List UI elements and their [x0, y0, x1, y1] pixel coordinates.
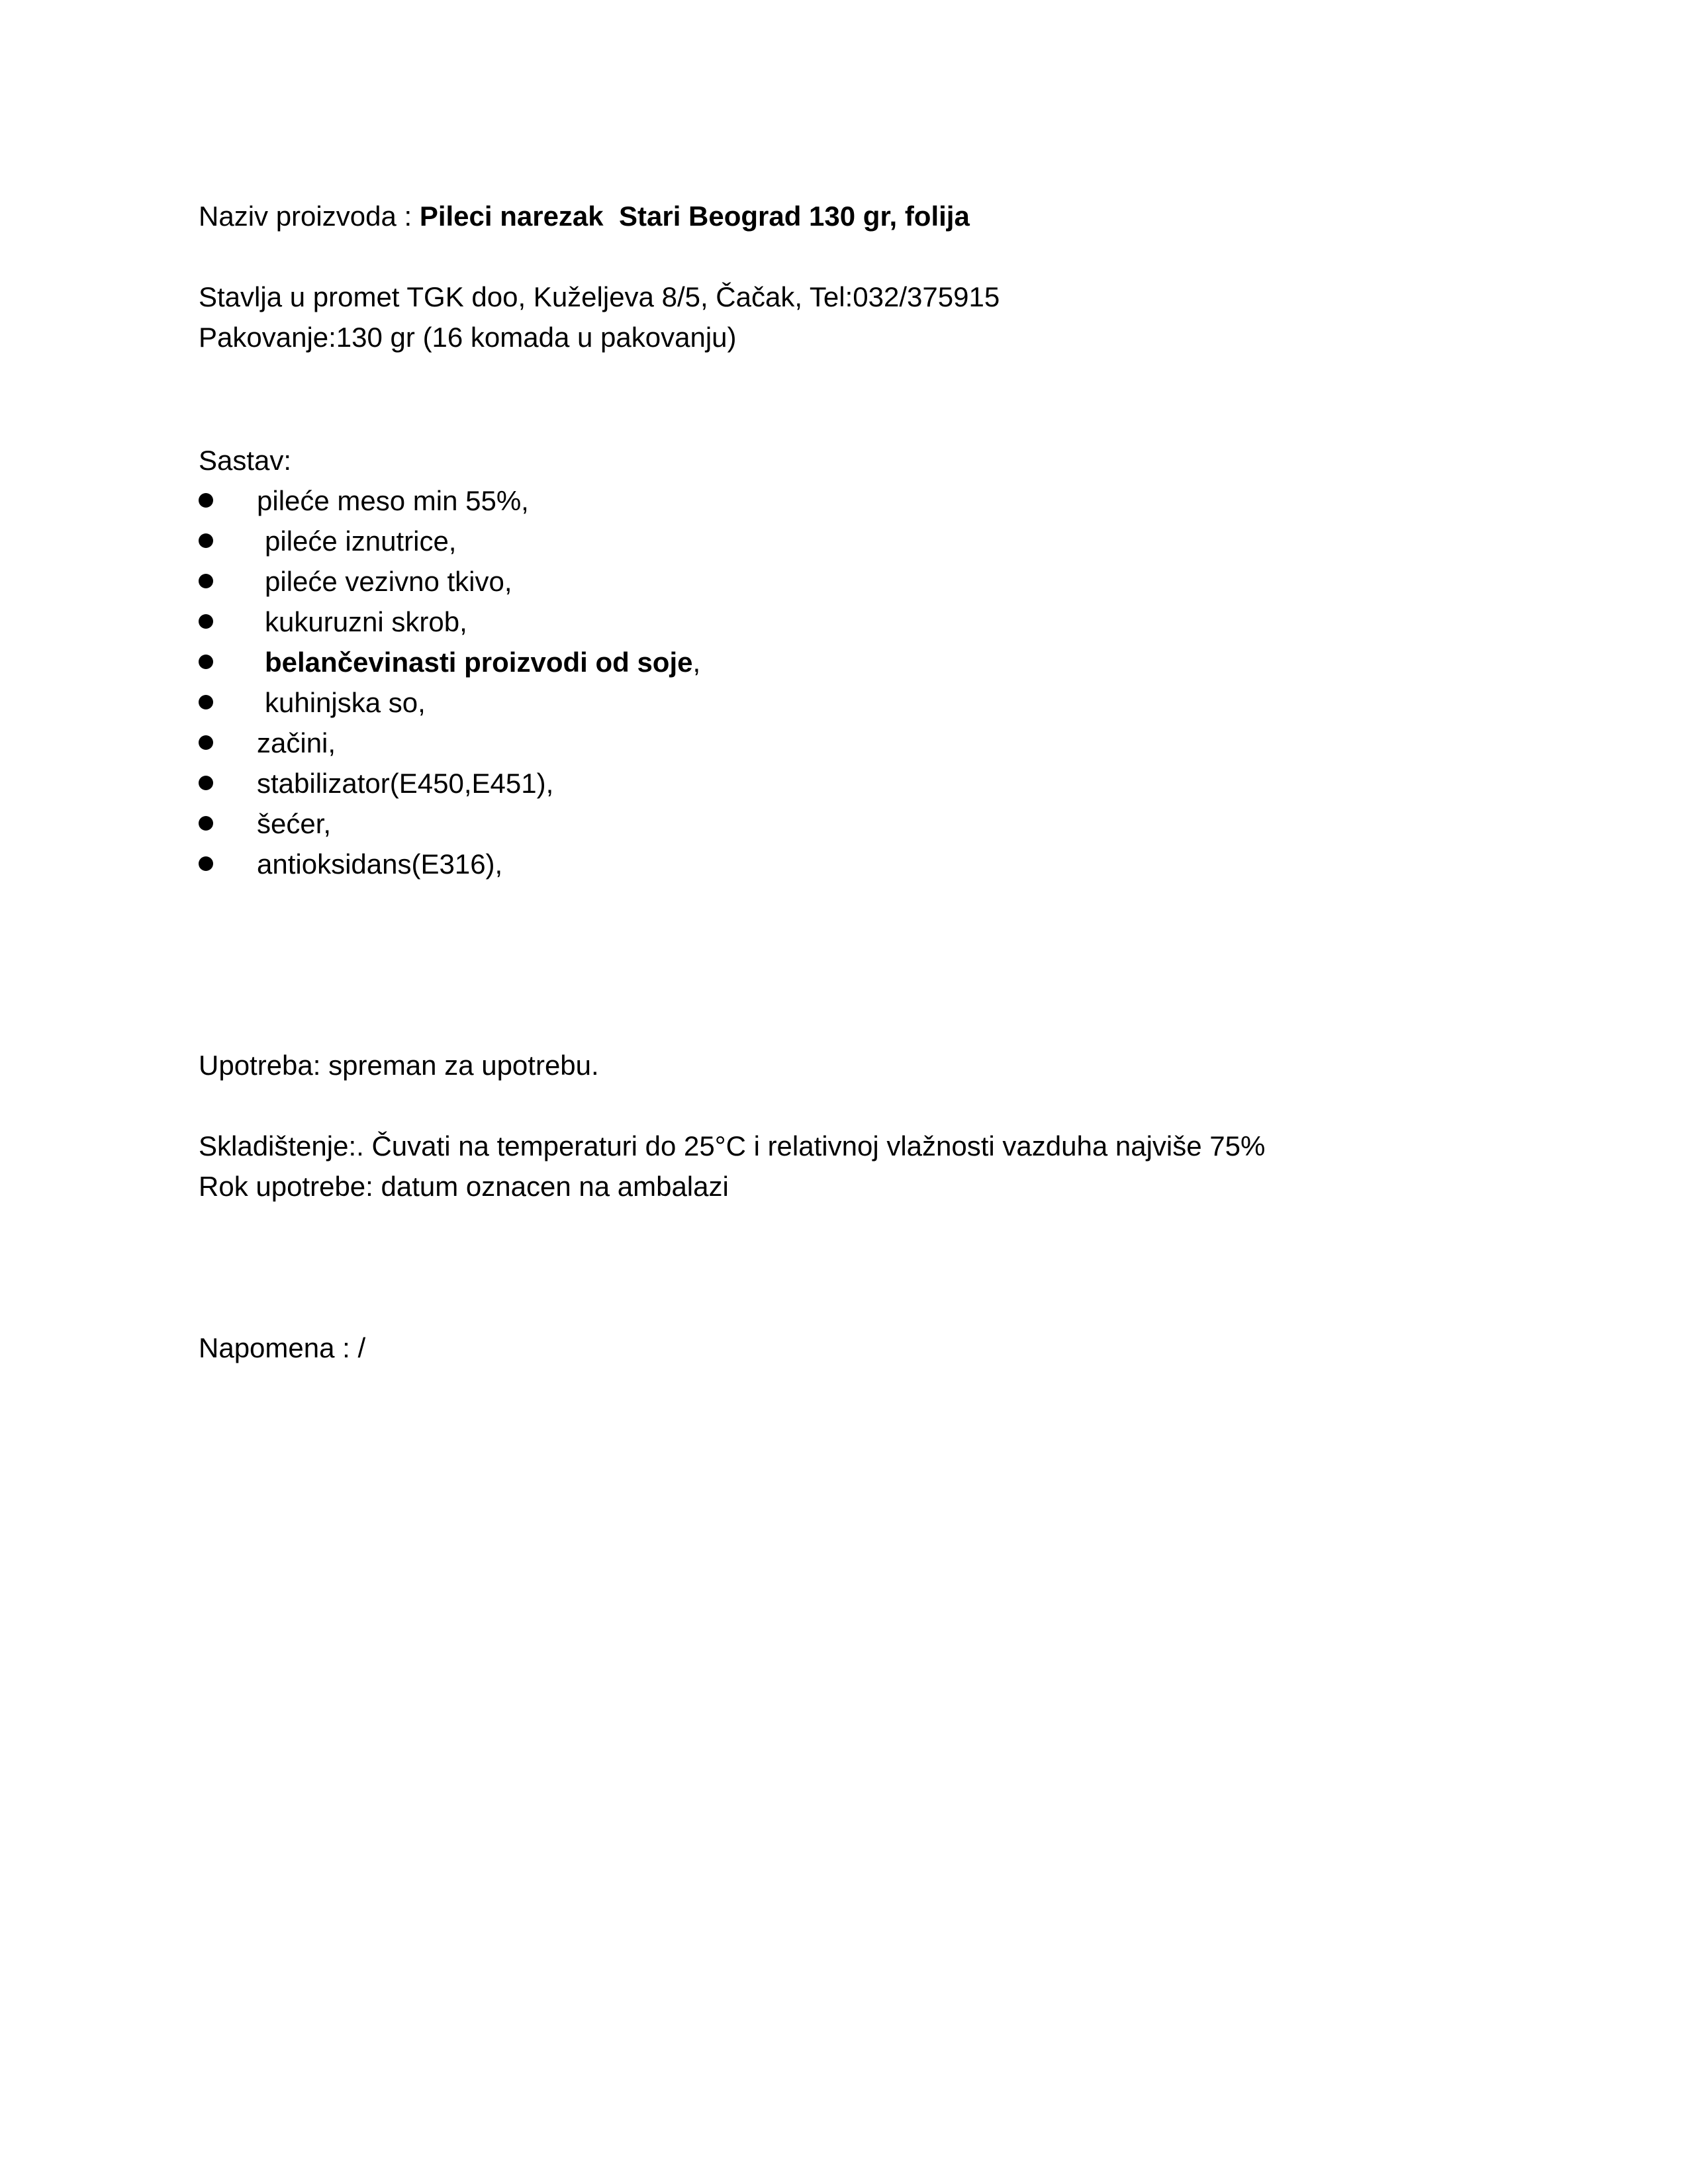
bullet-icon: [199, 493, 213, 508]
distributor-line: Stavlja u promet TGK doo, Kuželjeva 8/5, Čačak, Tel:032/375915: [199, 281, 1000, 312]
product-name-label: Naziv proizvoda :: [199, 201, 420, 232]
allergen-suffix: ,: [692, 647, 701, 678]
ingredient-text-allergen: [265, 642, 700, 682]
ingredient-text: pileće iznutrice,: [265, 525, 457, 557]
shelf-life-line: Rok upotrebe: datum oznacen na ambalazi: [199, 1171, 729, 1202]
ingredient-text: kuhinjska so,: [265, 687, 426, 718]
bullet-icon: [199, 735, 213, 750]
ingredient-text: šećer,: [257, 808, 332, 839]
bullet-icon: [199, 776, 213, 790]
bullet-icon: [199, 574, 213, 588]
bullet-icon: [199, 533, 213, 548]
storage-line: Skladištenje:. Čuvati na temperaturi do 25°C i relativnoj vlažnosti vazduha najviše 75%: [199, 1130, 1266, 1161]
product-name-value: Pileci narezak Stari Beograd 130 gr, folija: [419, 201, 970, 232]
bullet-icon: [199, 695, 213, 709]
product-name-line: [199, 196, 970, 236]
ingredient-text: začini,: [257, 727, 336, 758]
packaging-line: Pakovanje:130 gr (16 komada u pakovanju): [199, 322, 737, 353]
composition-heading: Sastav:: [199, 445, 292, 476]
ingredient-text: antioksidans(E316),: [257, 848, 503, 880]
bullet-icon: [199, 856, 213, 871]
ingredient-text: pileće vezivno tkivo,: [265, 566, 512, 597]
usage-line: Upotreba: spreman za upotrebu.: [199, 1050, 599, 1081]
ingredient-text: pileće meso min 55%,: [257, 485, 529, 516]
bullet-icon: [199, 655, 213, 669]
ingredient-text: kukuruzni skrob,: [265, 606, 467, 637]
ingredient-text: stabilizator(E450,E451),: [257, 768, 554, 799]
bullet-icon: [199, 614, 213, 629]
bullet-icon: [199, 816, 213, 831]
note-line: Napomena : /: [199, 1332, 366, 1363]
allergen-text: belančevinasti proizvodi od soje: [265, 647, 693, 678]
